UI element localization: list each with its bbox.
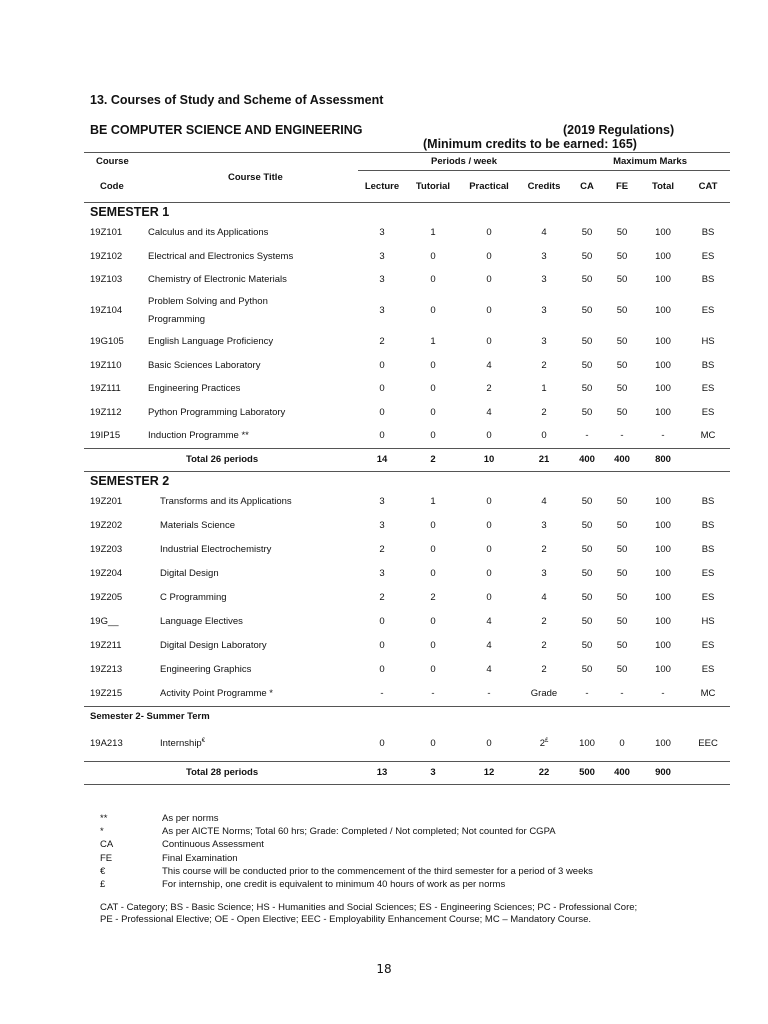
cell-total: 100: [655, 592, 671, 604]
course-code: 19IP15: [90, 430, 121, 442]
cell-ca: 50: [581, 227, 593, 239]
cell-t: 0: [430, 359, 436, 371]
cell-ca: 50: [581, 359, 593, 371]
course-title: Digital Design Laboratory: [160, 640, 267, 652]
table-row: [84, 490, 730, 514]
header-ca: CA: [570, 170, 604, 203]
table-row: [84, 330, 730, 354]
course-title: Induction Programme **: [148, 430, 249, 442]
course-title: Python Programming Laboratory: [148, 406, 286, 418]
cell-ca: 50: [581, 406, 593, 418]
course-title: Electrical and Electronics Systems: [148, 250, 294, 262]
cell-ca: 50: [581, 664, 593, 676]
total-t: 3: [430, 767, 436, 779]
course-code: 19Z211: [90, 640, 122, 652]
cell-fe: 50: [616, 520, 628, 532]
semester-2-total-row: [84, 761, 730, 784]
section-title: 13. Courses of Study and Scheme of Assessment: [90, 93, 384, 107]
cell-t: 0: [430, 250, 436, 262]
cell-c: 3: [541, 305, 547, 317]
cell-fe: 50: [616, 496, 628, 508]
credits-value: 2: [539, 738, 545, 750]
cell-t: 0: [430, 738, 436, 750]
cell-p: 0: [486, 568, 492, 580]
cell-fe: 50: [616, 640, 628, 652]
footnote-text: This course will be conducted prior to the commencement of the third semester for a period of 3 weeks: [162, 865, 593, 877]
cell-total: 100: [655, 336, 671, 348]
table-row: [84, 514, 730, 538]
cell-cat: BS: [701, 359, 715, 371]
euro-footnote-mark: €: [201, 738, 206, 745]
header-fe: FE: [604, 170, 640, 203]
cell-c: 4: [541, 227, 547, 239]
footnote-symbol: CA: [100, 839, 114, 851]
cell-ca: 50: [581, 544, 593, 556]
course-title: Engineering Practices: [148, 383, 241, 395]
cell-c: 3: [541, 520, 547, 532]
cell-t: 1: [430, 227, 436, 239]
cell-t: 0: [430, 640, 436, 652]
cell-ca: 50: [581, 496, 593, 508]
cell-l: 3: [379, 520, 385, 532]
course-title-cell: [148, 727, 358, 762]
minimum-credits-label: (Minimum credits to be earned: 165): [423, 137, 637, 151]
category-legend-line-1: CAT - Category; BS - Basic Science; HS - Humanities and Social Sciences; ES - Engineering Sciences; PC - Professional Core;: [100, 902, 638, 913]
cell-l: 2: [379, 592, 385, 604]
cell-ca: 50: [581, 640, 593, 652]
course-code: 19A213: [90, 738, 123, 750]
footnote-symbol: €: [100, 865, 106, 877]
footnote-row: [100, 812, 593, 825]
cell-fe: 50: [616, 250, 628, 262]
cell-l: 0: [379, 616, 385, 628]
course-title: Digital Design: [160, 568, 219, 580]
total-fe: 400: [614, 767, 630, 779]
cell-fe: 50: [616, 359, 628, 371]
cell-fe: 50: [616, 592, 628, 604]
cell-p: 0: [486, 592, 492, 604]
cell-cat: BS: [701, 227, 715, 239]
cell-cat: ES: [701, 383, 715, 395]
cell-c: 2: [541, 640, 547, 652]
cell-total: 100: [655, 664, 671, 676]
footnote-symbol: **: [100, 813, 108, 825]
cell-ca: 100: [579, 738, 595, 750]
course-title: Materials Science: [160, 520, 235, 532]
table-row: [84, 562, 730, 586]
cell-c: [518, 727, 570, 762]
cell-l: 0: [379, 406, 385, 418]
cell-total: 100: [655, 616, 671, 628]
course-code: 19Z213: [90, 664, 123, 676]
blank-cell: [686, 761, 730, 784]
cell-cat: BS: [701, 274, 715, 286]
header-credits: Credits: [518, 170, 570, 203]
cell-l: 0: [379, 359, 385, 371]
cell-p: 4: [486, 359, 492, 371]
table-row: [84, 727, 730, 762]
cell-total: 100: [655, 383, 671, 395]
course-title: Problem Solving and Python Programming: [148, 295, 268, 325]
cell-ca: 50: [581, 305, 593, 317]
cell-p: 0: [486, 520, 492, 532]
cell-total: 100: [655, 520, 671, 532]
cell-c: 2: [541, 406, 547, 418]
total-fe: 400: [614, 454, 630, 466]
cell-ca: 50: [581, 616, 593, 628]
header-code: Code: [100, 180, 124, 192]
header-tutorial: Tutorial: [406, 170, 460, 203]
cell-l: 3: [379, 274, 385, 286]
cell-l: 0: [379, 383, 385, 395]
footnotes: [100, 812, 593, 891]
semester-2-heading: SEMESTER 2: [90, 473, 170, 488]
footnote-text: For internship, one credit is equivalent to minimum 40 hours of work as per norms: [162, 879, 506, 891]
cell-c: 3: [541, 274, 547, 286]
total-c: 22: [538, 767, 550, 779]
table-row: [84, 292, 730, 330]
cell-p: 4: [486, 664, 492, 676]
cell-t: 0: [430, 664, 436, 676]
semester-1-rows: [84, 203, 730, 472]
cell-t: 0: [430, 430, 436, 442]
cell-cat: ES: [701, 568, 715, 580]
cell-cat: ES: [701, 640, 715, 652]
total-t: 2: [430, 454, 436, 466]
footnote-row: [100, 852, 593, 865]
category-legend-line-2: PE - Professional Elective; OE - Open Elective; EEC - Employability Enhancement Course; MC – Mandatory Course.: [100, 914, 592, 925]
table-row: [84, 586, 730, 610]
cell-p: 0: [486, 227, 492, 239]
cell-t: 0: [430, 274, 436, 286]
cell-total: 100: [655, 544, 671, 556]
footnote-symbol: £: [100, 879, 106, 891]
table-row: [84, 377, 730, 401]
cell-l: 3: [379, 250, 385, 262]
course-code: 19G105: [90, 336, 124, 348]
course-title: English Language Proficiency: [148, 336, 274, 348]
course-code: 19Z101: [90, 227, 123, 239]
cell-l: 0: [379, 430, 385, 442]
course-code: 19Z202: [90, 520, 123, 532]
cell-cat: ES: [701, 664, 715, 676]
cell-total: 100: [655, 250, 671, 262]
cell-p: 0: [486, 430, 492, 442]
cell-cat: ES: [701, 250, 715, 262]
cell-t: 0: [430, 616, 436, 628]
program-title: BE COMPUTER SCIENCE AND ENGINEERING: [90, 123, 363, 137]
footnote-text: As per norms: [162, 813, 219, 825]
category-legend: [100, 902, 700, 926]
cell-t: 2: [430, 592, 436, 604]
cell-fe: -: [620, 430, 624, 442]
cell-fe: 50: [616, 664, 628, 676]
cell-l: 3: [379, 568, 385, 580]
cell-ca: -: [585, 430, 589, 442]
cell-total: 100: [655, 274, 671, 286]
cell-p: 4: [486, 640, 492, 652]
cell-total: 100: [655, 640, 671, 652]
cell-cat: ES: [701, 406, 715, 418]
header-lecture: Lecture: [358, 170, 406, 203]
course-title: Transforms and its Applications: [160, 496, 292, 508]
footnote-row: [100, 865, 593, 878]
cell-cat: ES: [701, 592, 715, 604]
cell-l: 2: [379, 544, 385, 556]
table-row: [84, 401, 730, 425]
course-code: 19Z102: [90, 250, 123, 262]
cell-p: 0: [486, 738, 492, 750]
cell-c: 2: [541, 664, 547, 676]
cell-ca: -: [585, 688, 589, 700]
cell-l: 0: [379, 738, 385, 750]
cell-fe: 50: [616, 383, 628, 395]
table-row: [84, 634, 730, 658]
cell-c: 3: [541, 250, 547, 262]
cell-c: 2: [541, 544, 547, 556]
cell-l: 0: [379, 640, 385, 652]
cell-fe: 50: [616, 616, 628, 628]
cell-c: 4: [541, 592, 547, 604]
header-periods-week: Periods / week: [431, 155, 498, 167]
header-practical: Practical: [460, 170, 518, 203]
total-ca: 500: [579, 767, 595, 779]
footnote-row: [100, 838, 593, 851]
cell-cat: MC: [700, 688, 716, 700]
cell-fe: 50: [616, 336, 628, 348]
course-code: 19Z204: [90, 568, 123, 580]
cell-total: 100: [655, 227, 671, 239]
course-code: 19Z112: [90, 406, 122, 418]
cell-ca: 50: [581, 520, 593, 532]
total-l: 13: [376, 767, 388, 779]
blank-cell: [84, 448, 148, 471]
course-title: Basic Sciences Laboratory: [148, 359, 261, 371]
header-course-title: Course Title: [228, 172, 283, 183]
cell-fe: -: [620, 688, 624, 700]
header-course: Course: [96, 156, 129, 167]
cell-fe: 50: [616, 305, 628, 317]
cell-fe: 50: [616, 544, 628, 556]
cell-p: 2: [486, 383, 492, 395]
course-scheme-table: [84, 152, 730, 785]
cell-l: -: [380, 688, 384, 700]
table-row: [84, 245, 730, 269]
footnote-text: As per AICTE Norms; Total 60 hrs; Grade: Completed / Not completed; Not counted for CGPA: [162, 826, 556, 838]
cell-p: 4: [486, 616, 492, 628]
course-title: Internship: [160, 738, 202, 750]
cell-l: 0: [379, 664, 385, 676]
cell-p: 0: [486, 250, 492, 262]
cell-t: 0: [430, 406, 436, 418]
course-title: Calculus and its Applications: [148, 227, 269, 239]
cell-cat: MC: [700, 430, 716, 442]
course-code: 19Z110: [90, 359, 122, 371]
cell-total: -: [661, 430, 665, 442]
semester-2-rows: [84, 471, 730, 784]
total-ca: 400: [579, 454, 595, 466]
table-row: [84, 682, 730, 707]
cell-c: 2: [541, 616, 547, 628]
footnote-row: [100, 878, 593, 891]
cell-l: 3: [379, 305, 385, 317]
blank-cell: [84, 761, 148, 784]
summer-term-heading: Semester 2- Summer Term: [90, 711, 210, 723]
course-code: 19Z111: [90, 383, 121, 395]
cell-p: 0: [486, 305, 492, 317]
cell-t: 0: [430, 520, 436, 532]
blank-cell: [686, 448, 730, 471]
cell-fe: 50: [616, 274, 628, 286]
total-label: Total 28 periods: [186, 767, 259, 779]
total-c: 21: [538, 454, 550, 466]
course-code: 19Z203: [90, 544, 123, 556]
cell-cat: EEC: [698, 738, 718, 750]
cell-total: 100: [655, 359, 671, 371]
course-code: 19Z201: [90, 496, 123, 508]
cell-fe: 50: [616, 227, 628, 239]
cell-ca: 50: [581, 250, 593, 262]
course-code: 19Z104: [90, 305, 123, 317]
cell-c: Grade: [530, 688, 558, 700]
cell-c: 1: [541, 383, 547, 395]
cell-c: 3: [541, 336, 547, 348]
cell-ca: 50: [581, 336, 593, 348]
course-code: 19Z205: [90, 592, 123, 604]
cell-c: 0: [541, 430, 547, 442]
total-total: 800: [655, 454, 671, 466]
regulations-label: (2019 Regulations): [563, 123, 675, 137]
total-p: 12: [483, 767, 495, 779]
cell-cat: HS: [701, 336, 715, 348]
course-title: Engineering Graphics: [160, 664, 252, 676]
cell-fe: 50: [616, 568, 628, 580]
cell-c: 3: [541, 568, 547, 580]
cell-cat: BS: [701, 544, 715, 556]
page-number: 18: [376, 962, 392, 976]
semester-1-total-row: [84, 448, 730, 471]
table-row: [84, 268, 730, 292]
cell-fe: 0: [619, 738, 625, 750]
cell-p: 0: [486, 336, 492, 348]
header-maximum-marks: Maximum Marks: [613, 155, 687, 167]
cell-c: 2: [541, 359, 547, 371]
total-total: 900: [655, 767, 671, 779]
cell-p: 0: [486, 496, 492, 508]
cell-total: 100: [655, 568, 671, 580]
cell-total: 100: [655, 738, 671, 750]
footnote-row: [100, 825, 593, 838]
course-title: Chemistry of Electronic Materials: [148, 274, 287, 286]
cell-p: 4: [486, 406, 492, 418]
total-label: Total 26 periods: [186, 454, 259, 466]
footnote-symbol: FE: [100, 852, 113, 864]
course-code: 19G__: [90, 616, 119, 628]
course-code: 19Z103: [90, 274, 123, 286]
cell-fe: 50: [616, 406, 628, 418]
table-row: [84, 221, 730, 245]
table-row: [84, 353, 730, 377]
cell-ca: 50: [581, 592, 593, 604]
cell-t: 1: [430, 496, 436, 508]
cell-l: 3: [379, 227, 385, 239]
cell-l: 3: [379, 496, 385, 508]
semester-1-heading: SEMESTER 1: [90, 205, 170, 219]
total-l: 14: [376, 454, 388, 466]
cell-total: 100: [655, 496, 671, 508]
pound-footnote-mark: £: [544, 738, 549, 745]
cell-t: 0: [430, 305, 436, 317]
cell-t: 0: [430, 544, 436, 556]
cell-total: 100: [655, 305, 671, 317]
course-title: Industrial Electrochemistry: [160, 544, 272, 556]
table-row: [84, 610, 730, 634]
table-row: [84, 424, 730, 448]
footnote-symbol: *: [100, 826, 104, 838]
cell-p: 0: [486, 274, 492, 286]
footnote-text: Continuous Assessment: [162, 839, 264, 851]
cell-p: 0: [486, 544, 492, 556]
header-cat: CAT: [686, 170, 730, 203]
cell-t: -: [431, 688, 435, 700]
cell-ca: 50: [581, 383, 593, 395]
cell-t: 1: [430, 336, 436, 348]
cell-cat: BS: [701, 496, 715, 508]
course-code: 19Z215: [90, 688, 123, 700]
table-row: [84, 538, 730, 562]
cell-t: 0: [430, 568, 436, 580]
course-title: C Programming: [160, 592, 227, 604]
cell-total: -: [661, 688, 665, 700]
cell-cat: HS: [701, 616, 715, 628]
course-title: Activity Point Programme *: [160, 688, 273, 700]
header-total: Total: [640, 170, 686, 203]
table-row: [84, 658, 730, 682]
cell-c: 4: [541, 496, 547, 508]
cell-total: 100: [655, 406, 671, 418]
cell-t: 0: [430, 383, 436, 395]
total-p: 10: [483, 454, 495, 466]
cell-ca: 50: [581, 568, 593, 580]
cell-ca: 50: [581, 274, 593, 286]
footnote-text: Final Examination: [162, 852, 238, 864]
cell-cat: BS: [701, 520, 715, 532]
cell-p: -: [487, 688, 491, 700]
course-title: Language Electives: [160, 616, 243, 628]
cell-l: 2: [379, 336, 385, 348]
cell-cat: ES: [701, 305, 715, 317]
